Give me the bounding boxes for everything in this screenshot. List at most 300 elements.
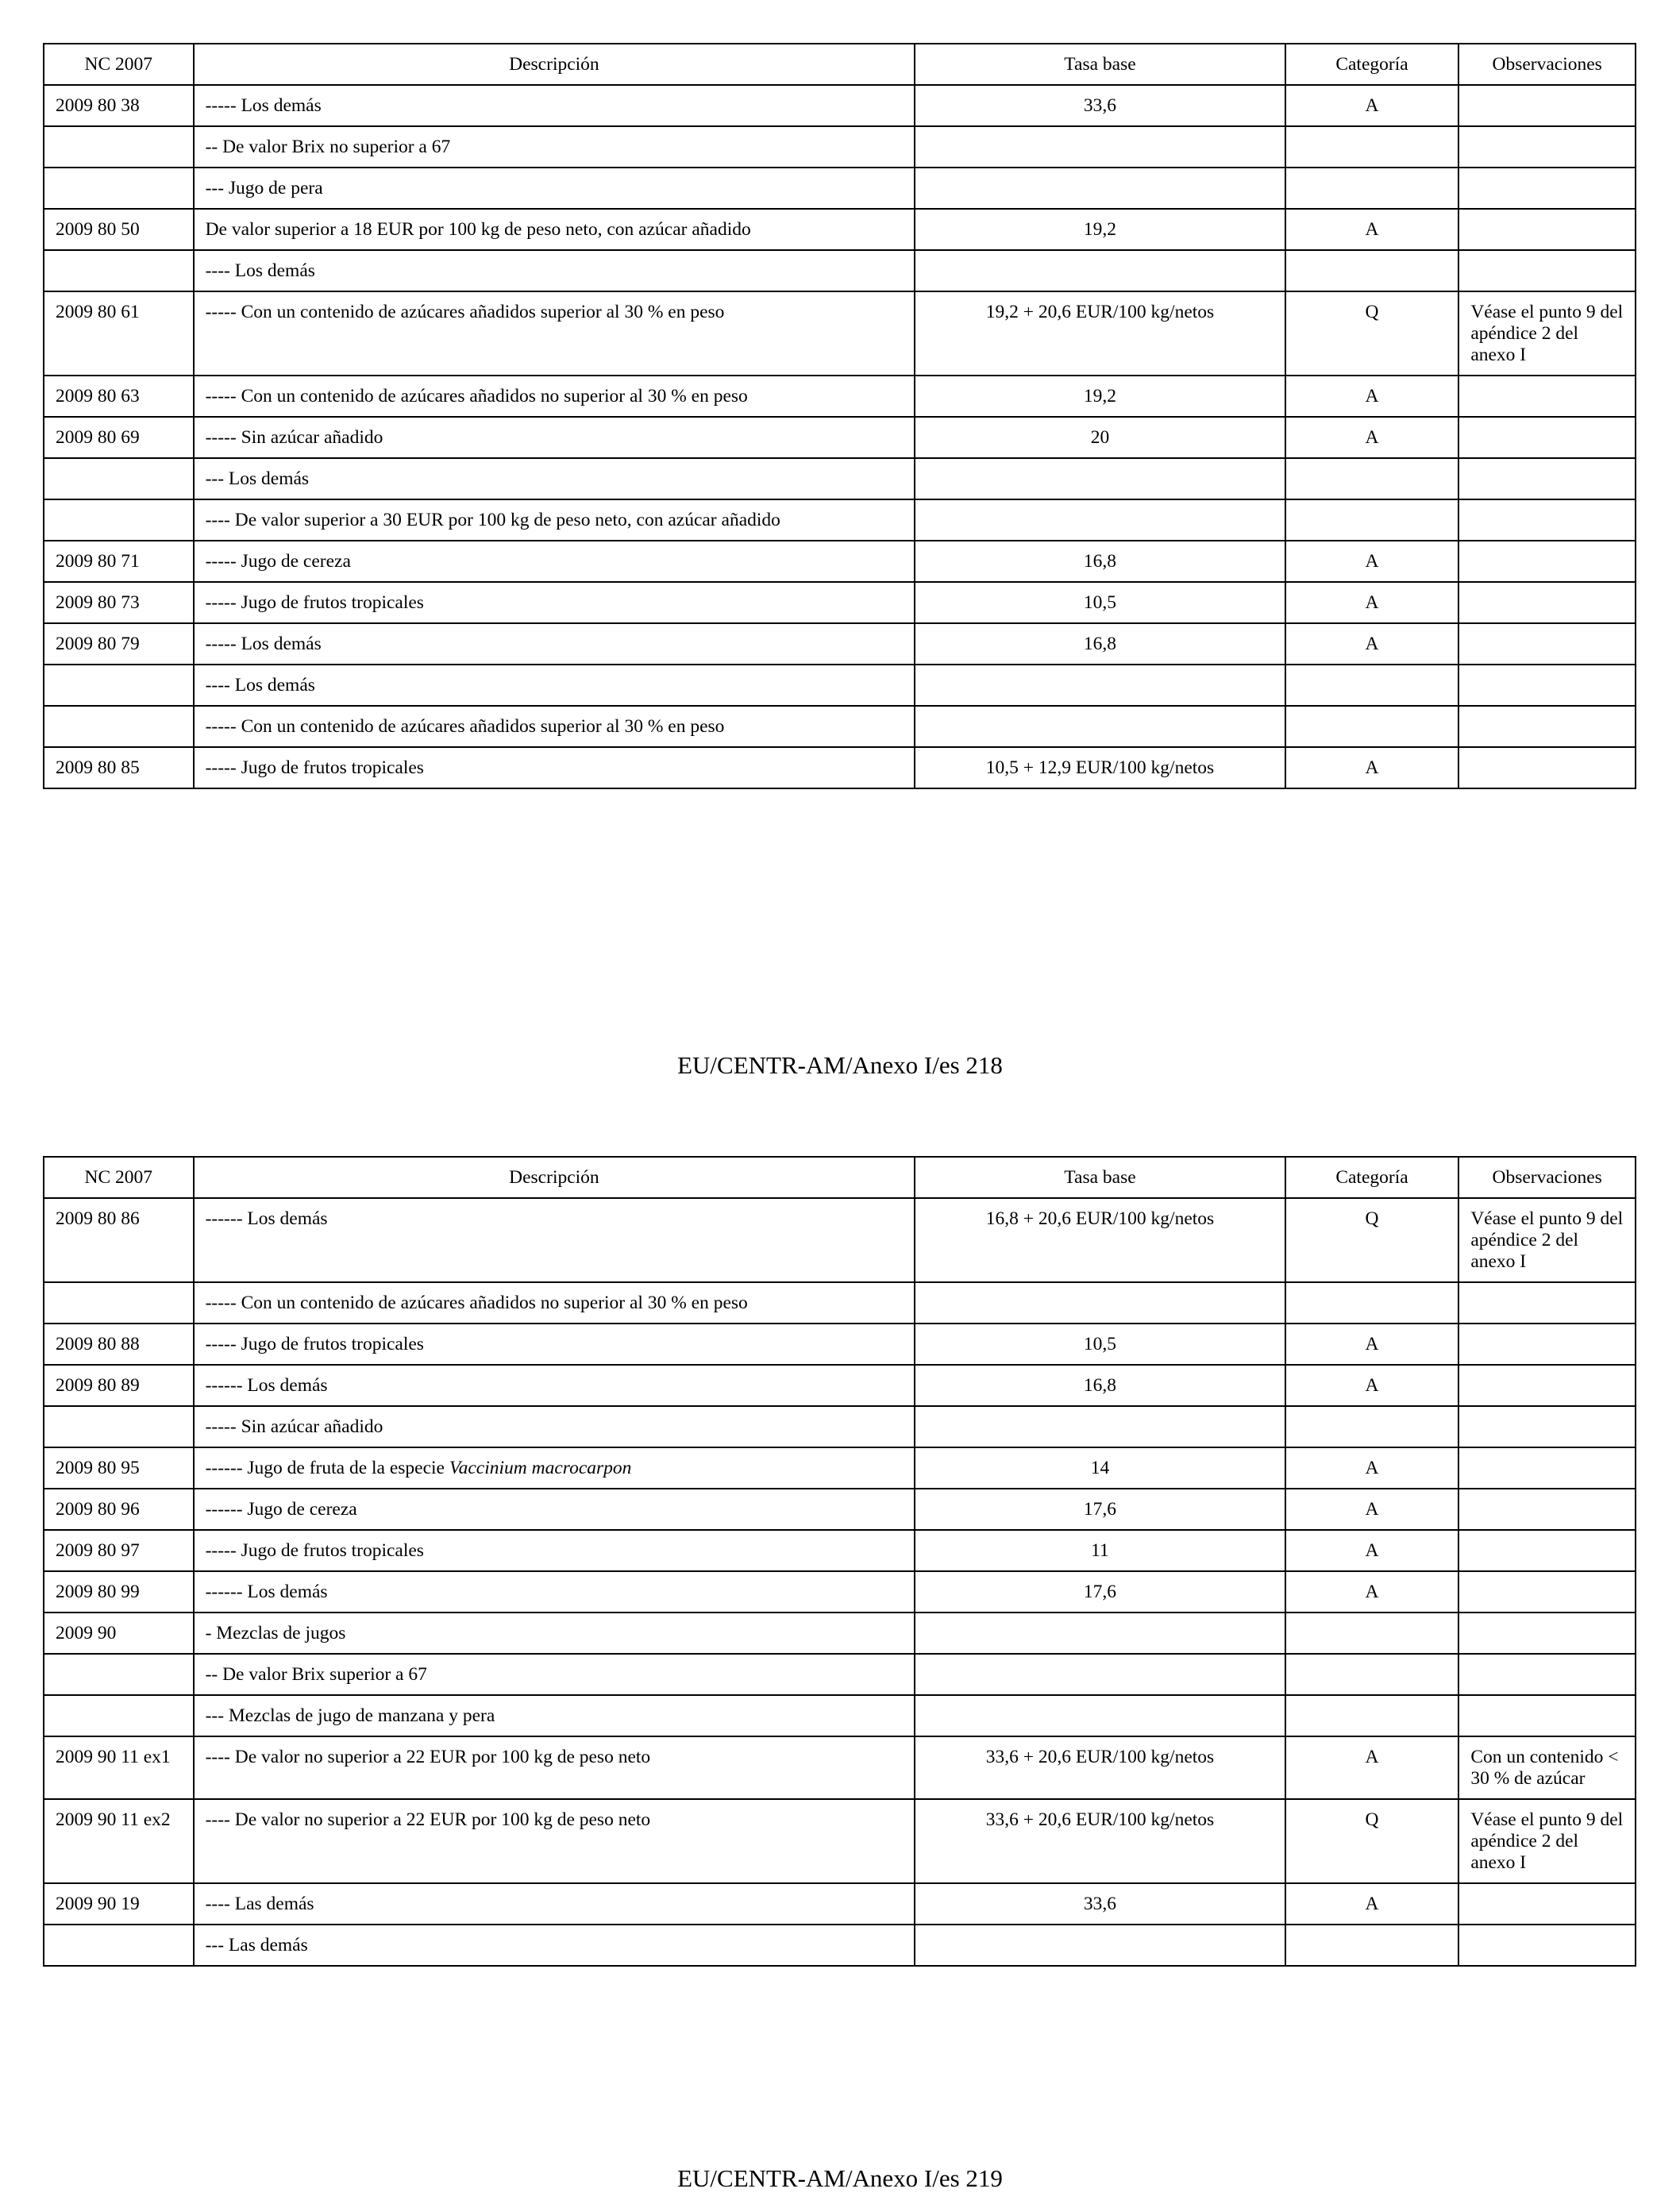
table-row <box>44 291 1636 376</box>
table-row <box>44 747 1636 788</box>
cn-code-cell <box>44 1695 194 1736</box>
cn-code-cell-text: 2009 80 50 <box>56 219 140 240</box>
category-cell <box>1285 1282 1459 1324</box>
observations-cell <box>1458 541 1636 582</box>
observations-cell <box>1458 85 1636 126</box>
category-cell-text: A <box>1365 757 1379 778</box>
table-row <box>44 1406 1636 1447</box>
cn-code-cell <box>44 1198 194 1282</box>
description-cell-text: --- Los demás <box>205 468 310 489</box>
description-cell <box>194 499 915 541</box>
base-rate-cell-text: 19,2 <box>1083 386 1117 407</box>
category-cell <box>1285 1447 1459 1489</box>
description-cell-text: ----- Jugo de frutos tropicales <box>205 592 424 613</box>
cn-code-cell <box>44 1799 194 1883</box>
observations-cell <box>1458 417 1636 458</box>
category-cell-text: A <box>1365 1499 1379 1520</box>
cn-code-cell <box>44 1736 194 1799</box>
category-cell <box>1285 1799 1459 1883</box>
base-rate-cell-text: 33,6 + 20,6 EUR/100 kg/netos <box>985 1747 1215 1767</box>
category-cell-text: A <box>1365 1375 1379 1396</box>
table-row <box>44 1282 1636 1324</box>
header-base-rate: Tasa base <box>915 1157 1285 1198</box>
cn-code-cell <box>44 582 194 623</box>
base-rate-cell <box>915 1654 1285 1695</box>
description-cell <box>194 1695 915 1736</box>
base-rate-cell <box>915 1571 1285 1613</box>
description-cell <box>194 1447 915 1489</box>
observations-cell <box>1458 376 1636 417</box>
category-cell <box>1285 1530 1459 1571</box>
description-cell-text: - Mezclas de jugos <box>205 1623 346 1643</box>
page-footer-218: EU/CENTR-AM/Anexo I/es 218 <box>677 1051 1003 1079</box>
cn-code-cell <box>44 250 194 291</box>
observations-cell-text: Véase el punto 9 del apéndice 2 del anexo I <box>1470 302 1624 365</box>
description-cell-text: ----- Los demás <box>205 634 322 654</box>
observations-cell <box>1458 665 1636 706</box>
observations-cell <box>1458 1571 1636 1613</box>
cn-code-cell <box>44 291 194 376</box>
category-cell <box>1285 1406 1459 1447</box>
category-cell-text: A <box>1365 634 1379 654</box>
category-cell <box>1285 250 1459 291</box>
cn-code-cell <box>44 747 194 788</box>
observations-cell <box>1458 209 1636 250</box>
base-rate-cell-text: 20 <box>1090 427 1110 448</box>
cn-code-cell-text: 2009 90 <box>56 1623 117 1643</box>
description-cell-text: ----- Con un contenido de azúcares añadidos superior al 30 % en peso <box>205 716 725 737</box>
base-rate-cell <box>915 1324 1285 1365</box>
cn-code-cell-text: 2009 90 11 ex1 <box>56 1747 171 1767</box>
description-cell <box>194 1925 915 1966</box>
description-cell <box>194 1654 915 1695</box>
header-category: Categoría <box>1285 44 1459 85</box>
table-row <box>44 706 1636 747</box>
tariff-table-page-218 <box>43 43 1636 789</box>
base-rate-cell <box>915 209 1285 250</box>
category-cell <box>1285 376 1459 417</box>
table-row <box>44 1489 1636 1530</box>
description-cell-text: ---- Los demás <box>205 675 315 695</box>
observations-cell <box>1458 1447 1636 1489</box>
description-cell <box>194 126 915 168</box>
table-row <box>44 209 1636 250</box>
observations-cell <box>1458 458 1636 499</box>
observations-cell <box>1458 1324 1636 1365</box>
description-cell <box>194 623 915 665</box>
table-row <box>44 417 1636 458</box>
base-rate-cell <box>915 250 1285 291</box>
base-rate-cell-text: 16,8 <box>1083 551 1117 572</box>
cn-code-cell-text: 2009 80 63 <box>56 386 140 407</box>
table-row <box>44 126 1636 168</box>
cn-code-cell <box>44 665 194 706</box>
description-cell-text: ----- Sin azúcar añadido <box>205 427 383 448</box>
description-cell-text: ----- Sin azúcar añadido <box>205 1416 383 1437</box>
description-cell-text: -- De valor Brix no superior a 67 <box>205 137 451 157</box>
tariff-table-page-219 <box>43 1156 1636 1967</box>
observations-cell <box>1458 1365 1636 1406</box>
description-cell <box>194 1406 915 1447</box>
category-cell-text: A <box>1365 1540 1379 1561</box>
description-cell <box>194 376 915 417</box>
base-rate-cell <box>915 1406 1285 1447</box>
observations-cell-text: Véase el punto 9 del apéndice 2 del anexo I <box>1470 1208 1624 1272</box>
base-rate-cell <box>915 1736 1285 1799</box>
cn-code-cell <box>44 1406 194 1447</box>
base-rate-cell <box>915 1447 1285 1489</box>
description-cell-text: ----- Jugo de frutos tropicales <box>205 1540 424 1561</box>
observations-cell <box>1458 1282 1636 1324</box>
table-body <box>44 1198 1636 1966</box>
observations-cell-text: Con un contenido < 30 % de azúcar <box>1470 1747 1619 1789</box>
header-observations: Observaciones <box>1458 1157 1636 1198</box>
base-rate-cell-text: 10,5 + 12,9 EUR/100 kg/netos <box>985 757 1215 778</box>
base-rate-cell <box>915 1883 1285 1925</box>
observations-cell <box>1458 747 1636 788</box>
base-rate-cell <box>915 1925 1285 1966</box>
description-cell-text: ---- Los demás <box>205 260 315 281</box>
description-cell <box>194 209 915 250</box>
cn-code-cell-text: 2009 80 96 <box>56 1499 140 1520</box>
category-cell <box>1285 1324 1459 1365</box>
cn-code-cell-text: 2009 80 79 <box>56 634 140 654</box>
category-cell-text: A <box>1365 1582 1379 1602</box>
category-cell <box>1285 1571 1459 1613</box>
category-cell <box>1285 1925 1459 1966</box>
cn-code-cell <box>44 1489 194 1530</box>
header-cn: NC 2007 <box>44 44 194 85</box>
table-row <box>44 1365 1636 1406</box>
table-row <box>44 1736 1636 1799</box>
base-rate-cell <box>915 582 1285 623</box>
base-rate-cell-text: 11 <box>1091 1540 1109 1561</box>
table-row <box>44 1883 1636 1925</box>
base-rate-cell <box>915 1695 1285 1736</box>
cn-code-cell <box>44 1447 194 1489</box>
description-cell <box>194 250 915 291</box>
description-cell <box>194 1883 915 1925</box>
cn-code-cell <box>44 85 194 126</box>
category-cell-text: A <box>1365 1894 1379 1914</box>
description-cell <box>194 541 915 582</box>
description-cell <box>194 458 915 499</box>
category-cell <box>1285 623 1459 665</box>
description-cell <box>194 1530 915 1571</box>
cn-code-cell <box>44 1883 194 1925</box>
header-observations: Observaciones <box>1458 44 1636 85</box>
description-cell-text: ----- Jugo de frutos tropicales <box>205 757 424 778</box>
cn-code-cell-text: 2009 80 97 <box>56 1540 140 1561</box>
base-rate-cell <box>915 1799 1285 1883</box>
base-rate-cell <box>915 747 1285 788</box>
observations-cell <box>1458 126 1636 168</box>
cn-code-cell <box>44 1324 194 1365</box>
base-rate-cell <box>915 1198 1285 1282</box>
observations-cell <box>1458 1736 1636 1799</box>
base-rate-cell-text: 14 <box>1090 1458 1110 1478</box>
description-cell <box>194 1282 915 1324</box>
cn-code-cell <box>44 541 194 582</box>
description-cell-text: ------ Jugo de cereza <box>205 1499 357 1520</box>
category-cell <box>1285 747 1459 788</box>
category-cell-text: A <box>1365 386 1379 407</box>
category-cell <box>1285 85 1459 126</box>
category-cell-text: Q <box>1365 302 1379 322</box>
header-category: Categoría <box>1285 1157 1459 1198</box>
base-rate-cell <box>915 1489 1285 1530</box>
cn-code-cell <box>44 706 194 747</box>
base-rate-cell <box>915 1530 1285 1571</box>
category-cell-text: A <box>1365 95 1379 116</box>
observations-cell <box>1458 706 1636 747</box>
description-cell-text: ----- Con un contenido de azúcares añadidos no superior al 30 % en peso <box>205 1293 748 1313</box>
table-row <box>44 250 1636 291</box>
description-cell-text: ------ Jugo de fruta de la especie <box>205 1458 449 1478</box>
observations-cell <box>1458 1613 1636 1654</box>
cn-code-cell-text: 2009 80 61 <box>56 302 140 322</box>
base-rate-cell-text: 33,6 <box>1083 95 1117 116</box>
category-cell <box>1285 168 1459 209</box>
description-cell-text: ---- Las demás <box>205 1894 314 1914</box>
category-cell-text: A <box>1365 427 1379 448</box>
observations-cell <box>1458 499 1636 541</box>
category-cell <box>1285 1489 1459 1530</box>
category-cell <box>1285 1695 1459 1736</box>
base-rate-cell <box>915 417 1285 458</box>
table-row <box>44 85 1636 126</box>
base-rate-cell <box>915 126 1285 168</box>
base-rate-cell <box>915 623 1285 665</box>
observations-cell <box>1458 1530 1636 1571</box>
base-rate-cell <box>915 1282 1285 1324</box>
table-row <box>44 1530 1636 1571</box>
cn-code-cell <box>44 1613 194 1654</box>
cn-code-cell <box>44 1530 194 1571</box>
cn-code-cell-text: 2009 90 19 <box>56 1894 140 1914</box>
base-rate-cell <box>915 458 1285 499</box>
base-rate-cell-text: 16,8 + 20,6 EUR/100 kg/netos <box>985 1208 1215 1229</box>
cn-code-cell <box>44 1925 194 1966</box>
cn-code-cell-text: 2009 80 71 <box>56 551 140 572</box>
category-cell <box>1285 1654 1459 1695</box>
category-cell-text: A <box>1365 1747 1379 1767</box>
cn-code-cell-text: 2009 80 89 <box>56 1375 140 1396</box>
base-rate-cell <box>915 541 1285 582</box>
description-cell-text: ----- Los demás <box>205 95 322 116</box>
base-rate-cell <box>915 499 1285 541</box>
description-cell <box>194 291 915 376</box>
category-cell-text: A <box>1365 592 1379 613</box>
base-rate-cell <box>915 1613 1285 1654</box>
cn-code-cell-text: 2009 90 11 ex2 <box>56 1809 171 1830</box>
description-cell <box>194 1198 915 1282</box>
observations-cell <box>1458 1489 1636 1530</box>
category-cell <box>1285 582 1459 623</box>
table-row <box>44 582 1636 623</box>
category-cell <box>1285 291 1459 376</box>
category-cell-text: A <box>1365 1458 1379 1478</box>
table-row <box>44 1324 1636 1365</box>
table-row <box>44 1654 1636 1695</box>
description-cell <box>194 1571 915 1613</box>
description-cell <box>194 706 915 747</box>
table-row <box>44 1799 1636 1883</box>
category-cell <box>1285 1365 1459 1406</box>
category-cell <box>1285 1613 1459 1654</box>
base-rate-cell-text: 19,2 <box>1083 219 1117 240</box>
category-cell-text: A <box>1365 219 1379 240</box>
header-description: Descripción <box>194 44 915 85</box>
description-cell-text: ---- De valor superior a 30 EUR por 100 kg de peso neto, con azúcar añadido <box>205 510 780 530</box>
cn-code-cell <box>44 126 194 168</box>
description-cell <box>194 1365 915 1406</box>
category-cell <box>1285 1883 1459 1925</box>
cn-code-cell-text: 2009 80 38 <box>56 95 140 116</box>
observations-cell <box>1458 623 1636 665</box>
base-rate-cell <box>915 706 1285 747</box>
description-cell <box>194 665 915 706</box>
base-rate-cell <box>915 85 1285 126</box>
table-row <box>44 1613 1636 1654</box>
base-rate-cell-text: 16,8 <box>1083 634 1117 654</box>
cn-code-cell <box>44 209 194 250</box>
category-cell <box>1285 458 1459 499</box>
observations-cell <box>1458 291 1636 376</box>
cn-code-cell <box>44 499 194 541</box>
description-cell <box>194 1613 915 1654</box>
category-cell <box>1285 209 1459 250</box>
page-footer-219: EU/CENTR-AM/Anexo I/es 219 <box>677 2164 1003 2192</box>
observations-cell <box>1458 168 1636 209</box>
base-rate-cell-text: 19,2 + 20,6 EUR/100 kg/netos <box>985 302 1215 322</box>
table-row <box>44 665 1636 706</box>
observations-cell <box>1458 1695 1636 1736</box>
observations-cell-text: Véase el punto 9 del apéndice 2 del anexo I <box>1470 1809 1624 1873</box>
description-cell-text: -- De valor Brix superior a 67 <box>205 1664 427 1685</box>
cn-code-cell-text: 2009 80 86 <box>56 1208 140 1229</box>
base-rate-cell <box>915 376 1285 417</box>
description-cell-text: --- Jugo de pera <box>205 178 323 198</box>
description-cell <box>194 1324 915 1365</box>
header-description: Descripción <box>194 1157 915 1198</box>
category-cell <box>1285 499 1459 541</box>
category-cell <box>1285 1198 1459 1282</box>
description-cell-text: ---- De valor no superior a 22 EUR por 100 kg de peso neto <box>205 1809 651 1830</box>
observations-cell <box>1458 1198 1636 1282</box>
cn-code-cell-text: 2009 80 85 <box>56 757 140 778</box>
observations-cell <box>1458 1799 1636 1883</box>
category-cell <box>1285 417 1459 458</box>
observations-cell <box>1458 1925 1636 1966</box>
category-cell <box>1285 1736 1459 1799</box>
base-rate-cell <box>915 665 1285 706</box>
category-cell-text: Q <box>1365 1809 1379 1830</box>
observations-cell <box>1458 1406 1636 1447</box>
cn-code-cell <box>44 168 194 209</box>
cn-code-cell-text: 2009 80 99 <box>56 1582 140 1602</box>
base-rate-cell <box>915 168 1285 209</box>
table-row <box>44 376 1636 417</box>
description-cell <box>194 168 915 209</box>
category-cell <box>1285 541 1459 582</box>
category-cell-text: A <box>1365 1334 1379 1354</box>
table-row <box>44 541 1636 582</box>
table-row <box>44 623 1636 665</box>
description-cell-text: ------ Los demás <box>205 1375 328 1396</box>
description-cell-text: --- Las demás <box>205 1935 308 1955</box>
base-rate-cell-text: 33,6 <box>1083 1894 1117 1914</box>
table-row <box>44 1925 1636 1966</box>
category-cell <box>1285 126 1459 168</box>
cn-code-cell <box>44 1282 194 1324</box>
header-base-rate: Tasa base <box>915 44 1285 85</box>
description-cell-text: ---- De valor no superior a 22 EUR por 100 kg de peso neto <box>205 1747 651 1767</box>
cn-code-cell <box>44 376 194 417</box>
cn-code-cell-text: 2009 80 88 <box>56 1334 140 1354</box>
base-rate-cell-text: 33,6 + 20,6 EUR/100 kg/netos <box>985 1809 1215 1830</box>
table-row <box>44 1198 1636 1282</box>
description-cell <box>194 85 915 126</box>
description-cell-text: ----- Jugo de frutos tropicales <box>205 1334 424 1354</box>
cn-code-cell <box>44 1654 194 1695</box>
table-row <box>44 499 1636 541</box>
base-rate-cell-text: 17,6 <box>1083 1582 1117 1602</box>
description-cell-text: ----- Con un contenido de azúcares añadidos superior al 30 % en peso <box>205 302 725 322</box>
category-cell <box>1285 706 1459 747</box>
description-cell-text: De valor superior a 18 EUR por 100 kg de peso neto, con azúcar añadido <box>205 219 751 240</box>
description-cell-text: ----- Jugo de cereza <box>205 551 351 572</box>
cn-code-cell-text: 2009 80 73 <box>56 592 140 613</box>
cn-code-cell <box>44 1365 194 1406</box>
table-row <box>44 1571 1636 1613</box>
table-row <box>44 168 1636 209</box>
table-header-row <box>44 44 1636 85</box>
table-body <box>44 85 1636 788</box>
observations-cell <box>1458 582 1636 623</box>
description-cell <box>194 1736 915 1799</box>
base-rate-cell <box>915 291 1285 376</box>
description-cell <box>194 582 915 623</box>
base-rate-cell <box>915 1365 1285 1406</box>
cn-code-cell-text: 2009 80 95 <box>56 1458 140 1478</box>
description-cell-text: --- Mezclas de jugo de manzana y pera <box>205 1705 495 1726</box>
table-row <box>44 1447 1636 1489</box>
cn-code-cell <box>44 623 194 665</box>
base-rate-cell-text: 10,5 <box>1083 592 1117 613</box>
base-rate-cell-text: 17,6 <box>1083 1499 1117 1520</box>
description-cell-text: ----- Con un contenido de azúcares añadidos no superior al 30 % en peso <box>205 386 748 407</box>
base-rate-cell-text: 16,8 <box>1083 1375 1117 1396</box>
header-cn: NC 2007 <box>44 1157 194 1198</box>
table-row <box>44 1695 1636 1736</box>
base-rate-cell-text: 10,5 <box>1083 1334 1117 1354</box>
cn-code-cell <box>44 1571 194 1613</box>
description-cell <box>194 417 915 458</box>
description-cell-text: ------ Los demás <box>205 1208 328 1229</box>
description-cell <box>194 747 915 788</box>
observations-cell <box>1458 1654 1636 1695</box>
cn-code-cell <box>44 458 194 499</box>
species-name-italic: Vaccinium macrocarpon <box>449 1458 632 1478</box>
cn-code-cell <box>44 417 194 458</box>
description-cell <box>194 1799 915 1883</box>
table-row <box>44 458 1636 499</box>
category-cell <box>1285 665 1459 706</box>
description-cell <box>194 1489 915 1530</box>
observations-cell <box>1458 250 1636 291</box>
category-cell-text: Q <box>1365 1208 1379 1229</box>
